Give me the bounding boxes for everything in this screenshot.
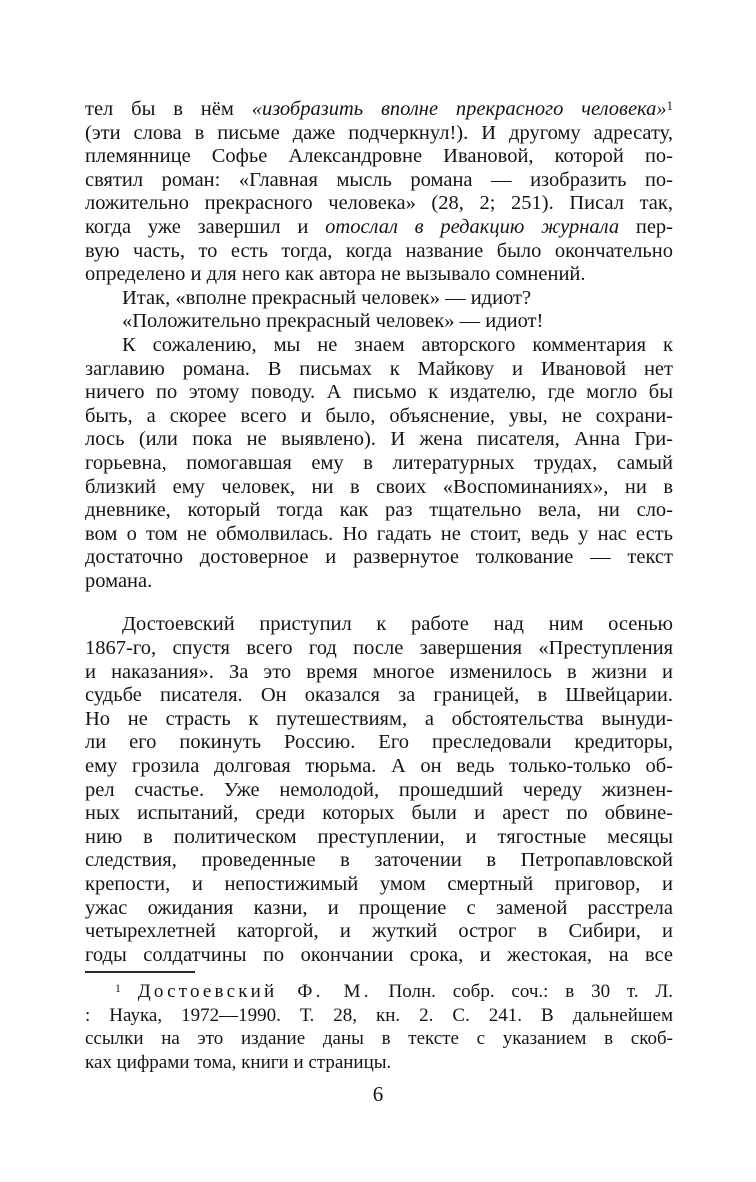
footnote [85, 971, 673, 1074]
text-line [85, 334, 673, 358]
text-segment: К сожалению, мы не знаем авторского комментария к [122, 333, 673, 356]
text-line [85, 897, 673, 921]
text-line [85, 310, 673, 334]
text-line [85, 731, 673, 755]
text-segment: тел бы в нём [85, 98, 252, 120]
text-line [85, 873, 673, 897]
footnote-reference: 1 [115, 982, 121, 996]
text-segment: ных испытаний, среди которых были и арест по обвине- [85, 802, 673, 825]
text-segment: святил роман: «Главная мысль романа — изобразить по- [85, 168, 673, 191]
text-line [85, 708, 673, 732]
text-segment: годы солдатчины по окончании срока, и жестокая, на все [85, 943, 673, 966]
text-segment: близкий ему человек, ни в своих «Воспоминаниях», ни в [85, 475, 673, 498]
text-line [85, 1004, 673, 1028]
text-segment: когда уже завершил и [85, 215, 326, 238]
text-segment: ничего по этому поводу. А письмо к издателю, где могло бы [85, 381, 673, 404]
text-segment: «Положительно прекрасный человек» — идиот! [122, 310, 544, 333]
text-segment: вую часть, то есть тогда, когда название было окончательно [85, 239, 673, 262]
footnote-separator [85, 971, 195, 973]
text-line [85, 405, 673, 429]
text-segment: лось (или пока не выявлено). И жена писателя, Анна Гри- [85, 428, 673, 451]
text-segment: определено и для него как автора не вызывало сомнений. [85, 263, 586, 286]
text-segment: и наказания». За это время многое изменилось в жизни и [85, 660, 673, 683]
text-line [85, 613, 673, 637]
text-line [85, 169, 673, 193]
text-line [85, 263, 673, 287]
text-segment: следствия, проведенные в заточении в Петропавловской [85, 849, 673, 872]
text-line [85, 287, 673, 311]
text-segment: : Наука, 1972—1990. Т. 28, кн. 2. С. 241. В дальнейшем [85, 1004, 673, 1026]
text-segment: Но не страсть к путешествиям, а обстоятельства вынуди- [85, 707, 673, 730]
paragraph [85, 613, 673, 967]
footnote-reference: 1 [666, 98, 673, 113]
text-line [85, 499, 673, 523]
text-segment: Итак, «вполне прекрасный человек» — идиот? [122, 286, 532, 309]
text-segment: (эти слова в письме даже подчеркнул!). И другому адресату, [85, 121, 673, 144]
paragraph [85, 310, 673, 334]
text-segment: ему грозила долговая тюрьма. А он ведь только-только об- [85, 755, 673, 778]
text-segment: судьбе писателя. Он оказался за границей, в Швейцарии. [85, 684, 673, 707]
text-line [85, 428, 673, 452]
text-line [85, 381, 673, 405]
text-segment: крепости, и непостижимый умом смертный приговор, и [85, 873, 673, 895]
text-segment: быть, а скорее всего и было, объяснение, увы, не сохрани- [85, 404, 673, 427]
text-line [85, 779, 673, 803]
text-segment: племяннице Софье Александровне Ивановой, которой по- [85, 145, 673, 168]
text-segment: горьевна, помогавшая ему в литературных трудах, самый [85, 451, 673, 474]
text-line [85, 476, 673, 500]
text-line [85, 661, 673, 685]
paragraph [85, 287, 673, 311]
text-line [85, 755, 673, 779]
body-text [85, 98, 673, 967]
text-segment: 1867-го, спустя всего год после завершения «Преступления [85, 637, 673, 660]
text-line [85, 570, 673, 594]
text-segment: вом о том не обмолвилась. Но гадать не стоит, ведь у нас есть [85, 522, 673, 545]
text-segment: ужас ожидания казни, и прощение с заменой расстрела [85, 896, 673, 919]
text-segment: четырехлетней каторгой, и жуткий острог в Сибири, и [85, 920, 673, 943]
text-segment: Достоевский приступил к работе над ним осенью [122, 613, 673, 636]
text-segment: романа. [85, 569, 153, 592]
text-line [85, 145, 673, 169]
footnote-text [85, 980, 673, 1074]
text-line [85, 920, 673, 944]
text-line [85, 1051, 673, 1075]
text-line [85, 358, 673, 382]
text-line [85, 523, 673, 547]
paragraph [85, 98, 673, 287]
text-line [85, 637, 673, 661]
letterspaced-text: Достоевский Ф. М. [137, 981, 372, 1002]
text-segment: достаточно достоверное и развернутое толкование — текст [85, 546, 673, 569]
text-segment: ках цифрами тома, книги и страницы. [85, 1051, 392, 1073]
italic-text: отослал в редакцию журнала [325, 215, 620, 238]
text-segment: заглавию романа. В письмах к Майкову и Ивановой нет [85, 357, 673, 380]
text-line [85, 849, 673, 873]
text-line [85, 98, 673, 122]
italic-text: «изобразить вполне прекрасного человека» [251, 98, 667, 120]
text-line [85, 802, 673, 826]
text-line [85, 1027, 673, 1051]
page-number: 6 [372, 1082, 384, 1106]
text-segment: Полн. собр. соч.: в 30 т. Л. [371, 981, 674, 1002]
text-line [85, 826, 673, 850]
text-line [85, 452, 673, 476]
paragraph [85, 334, 673, 594]
text-line [85, 944, 673, 968]
text-segment: дневнике, который тогда как раз тщательно вела, ни сло- [85, 499, 673, 522]
text-line [85, 240, 673, 264]
text-line [85, 980, 673, 1004]
text-segment: ложительно прекрасного человека» (28, 2; 251). Писал так, [85, 192, 673, 215]
text-line [85, 546, 673, 570]
text-line [85, 684, 673, 708]
text-line [85, 216, 673, 240]
text-segment: ли его покинуть Россию. Его преследовали кредиторы, [85, 731, 673, 754]
text-segment: нию в политическом преступлении, и тягостные месяцы [85, 825, 673, 848]
text-segment: ссылки на это издание даны в тексте с указанием в скоб- [85, 1028, 673, 1050]
text-line [85, 192, 673, 216]
text-line [85, 122, 673, 146]
text-segment [121, 981, 138, 1002]
text-segment: пер- [619, 215, 673, 238]
text-segment: рел счастье. Уже немолодой, прошедший череду жизнен- [85, 778, 673, 801]
